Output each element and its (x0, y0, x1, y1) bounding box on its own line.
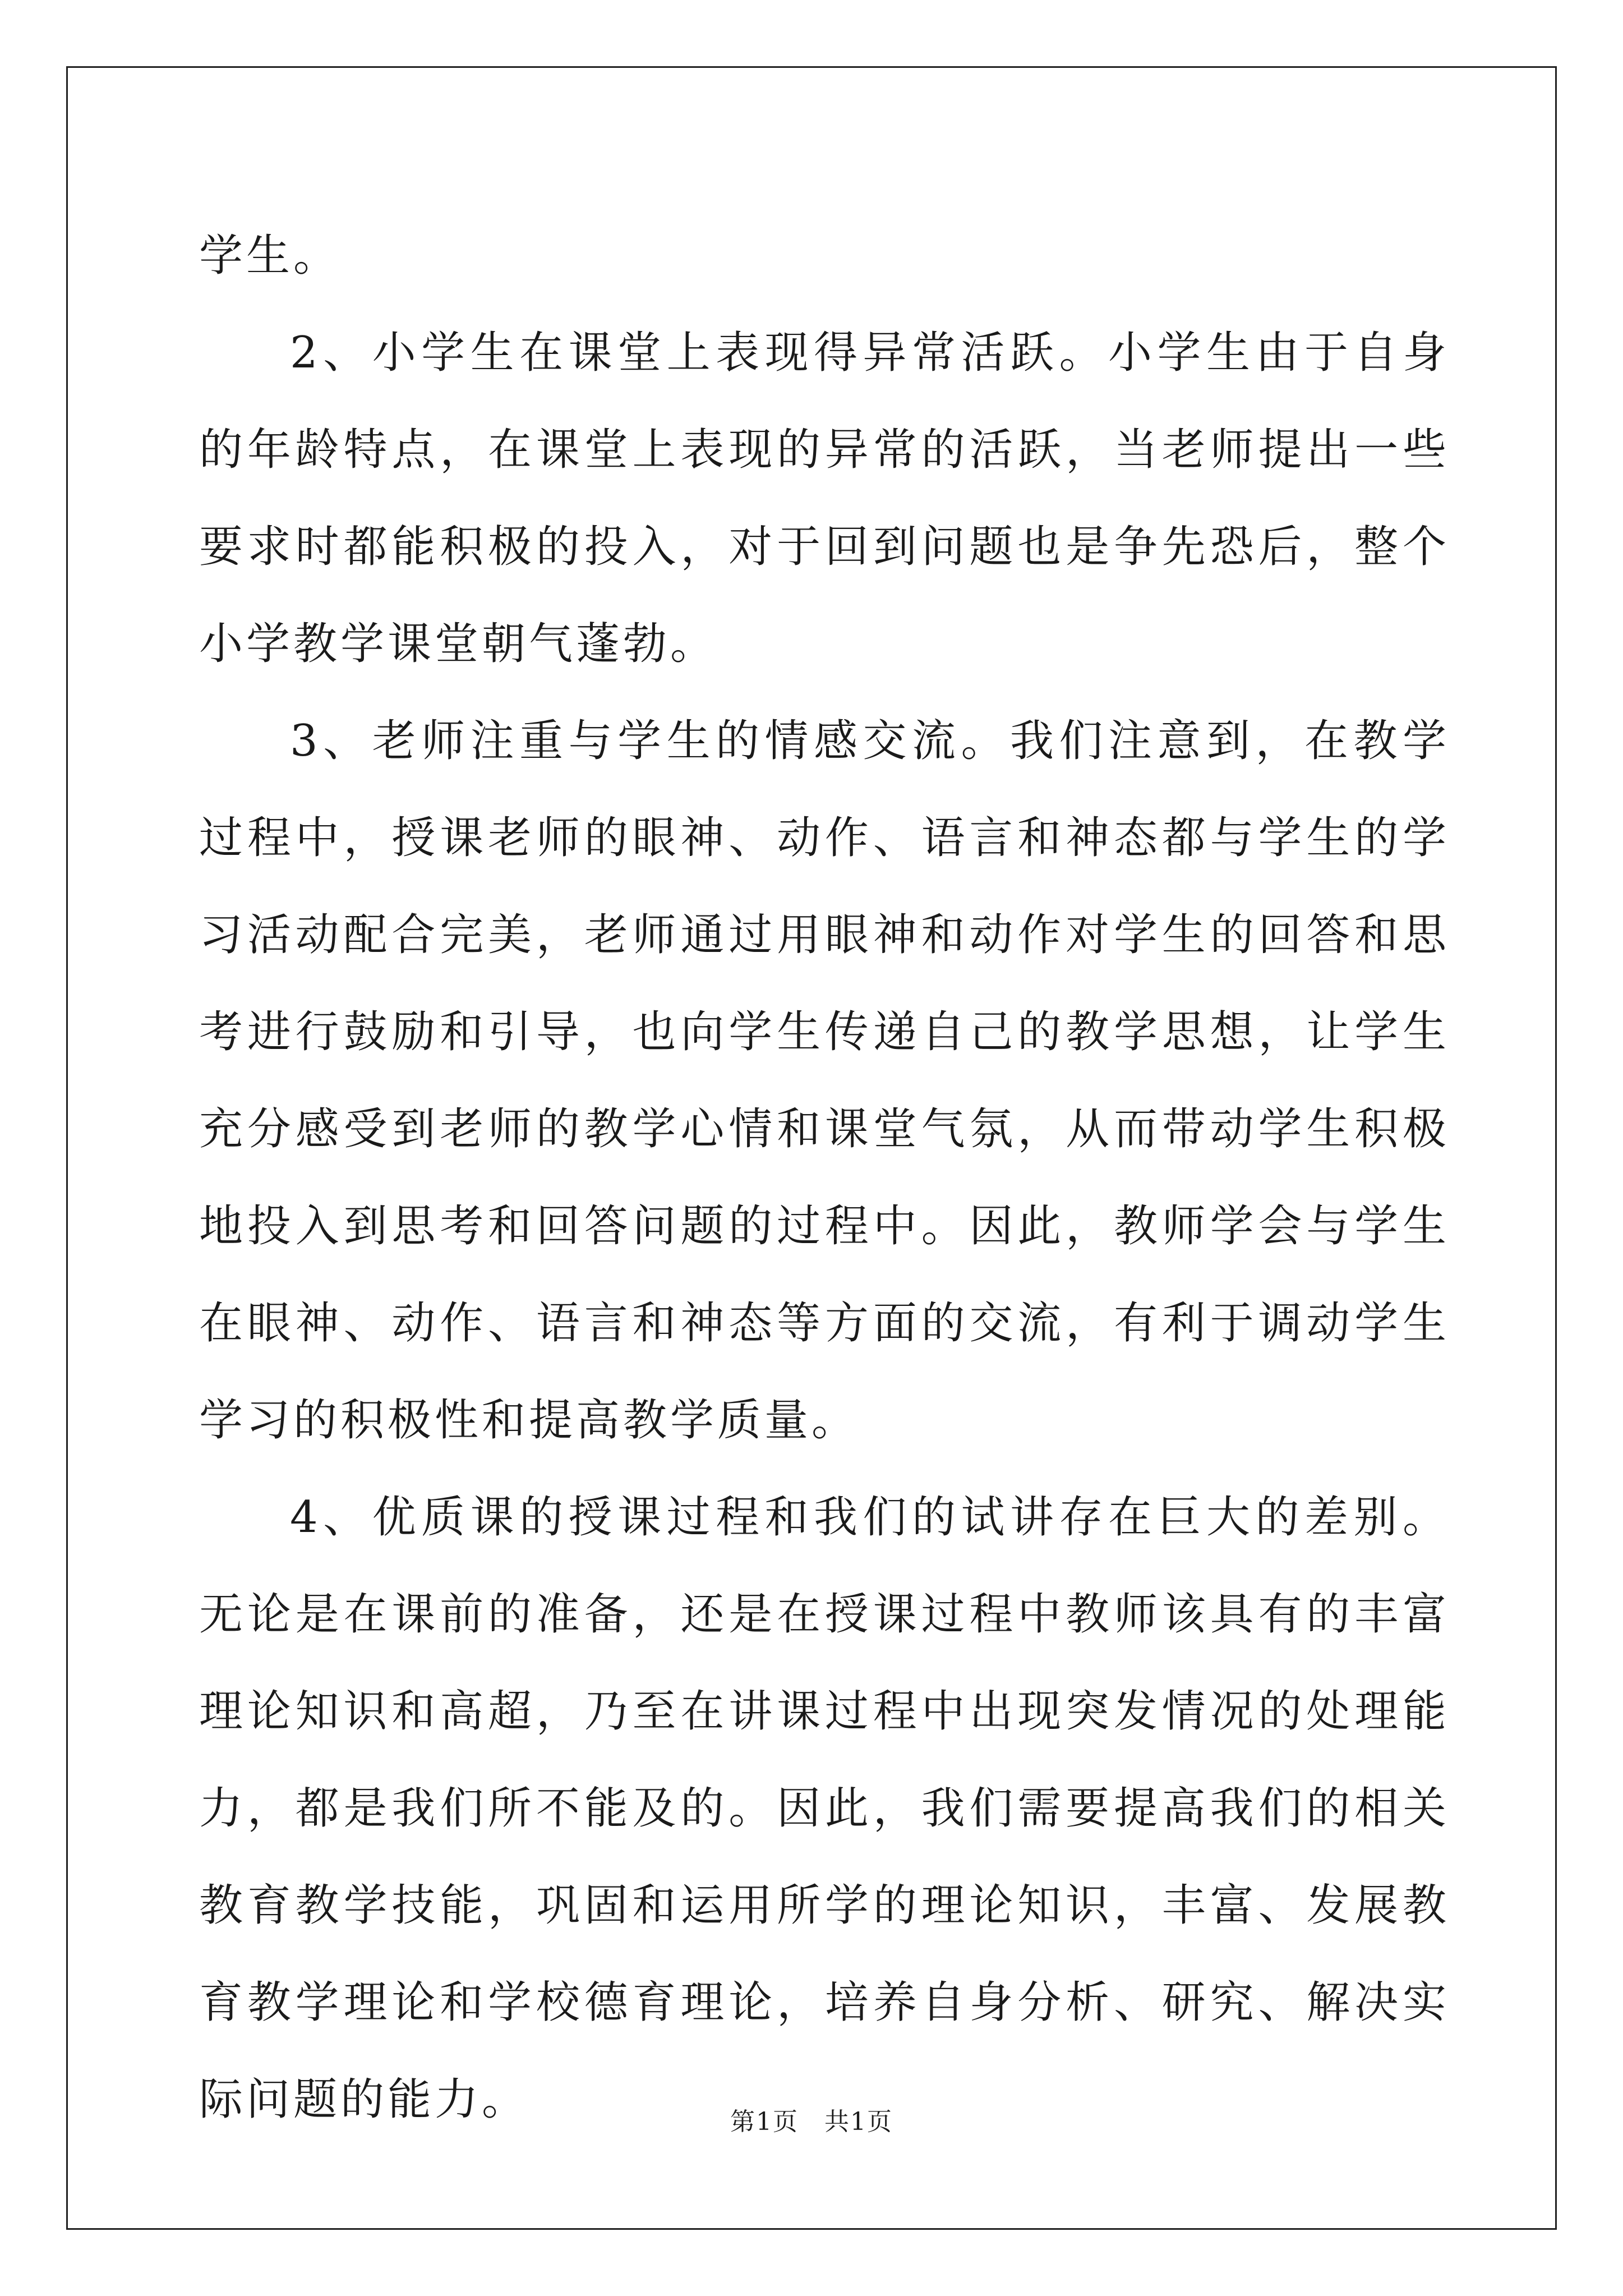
document-body (199, 208, 1450, 2148)
paragraph-point-3: 3、老师注重与学生的情感交流。我们注意到，在教学过程中，授课老师的眼神、动作、语言和神态都与学生的学习活动配合完美，老师通过用眼神和动作对学生的回答和思考进行鼓励和引导，也向学生传递自己的教学思想，让学生充分感受到老师的教学心情和课堂气氛，从而带动学生积极地投入到思考和回答问题的过程中。因此，教师学会与学生在眼神、动作、语言和神态等方面的交流，有利于调动学生学习的积极性和提高教学质量。 (199, 716, 1450, 1446)
paragraph-continuation: 学生。 (199, 231, 341, 281)
paragraph-point-4: 4、优质课的授课过程和我们的试讲存在巨大的差别。无论是在课前的准备，还是在授课过程中教师该具有的丰富理论知识和高超，乃至在讲课过程中出现突发情况的处理能力，都是我们所不能及的。因此，我们需要提高我们的相关教育教学技能，巩固和运用所学的理论知识，丰富、发展教育教学理论和学校德育理论，培养自身分析、研究、解决实际问题的能力。 (199, 1492, 1450, 2125)
paragraph-point-2: 2、小学生在课堂上表现得异常活跃。小学生由于自身的年龄特点，在课堂上表现的异常的活跃，当老师提出一些要求时都能积极的投入，对于回到问题也是争先恐后，整个小学教学课堂朝气蓬勃。 (199, 328, 1450, 669)
page-number-footer: 第1页 共1页 (730, 2108, 893, 2136)
